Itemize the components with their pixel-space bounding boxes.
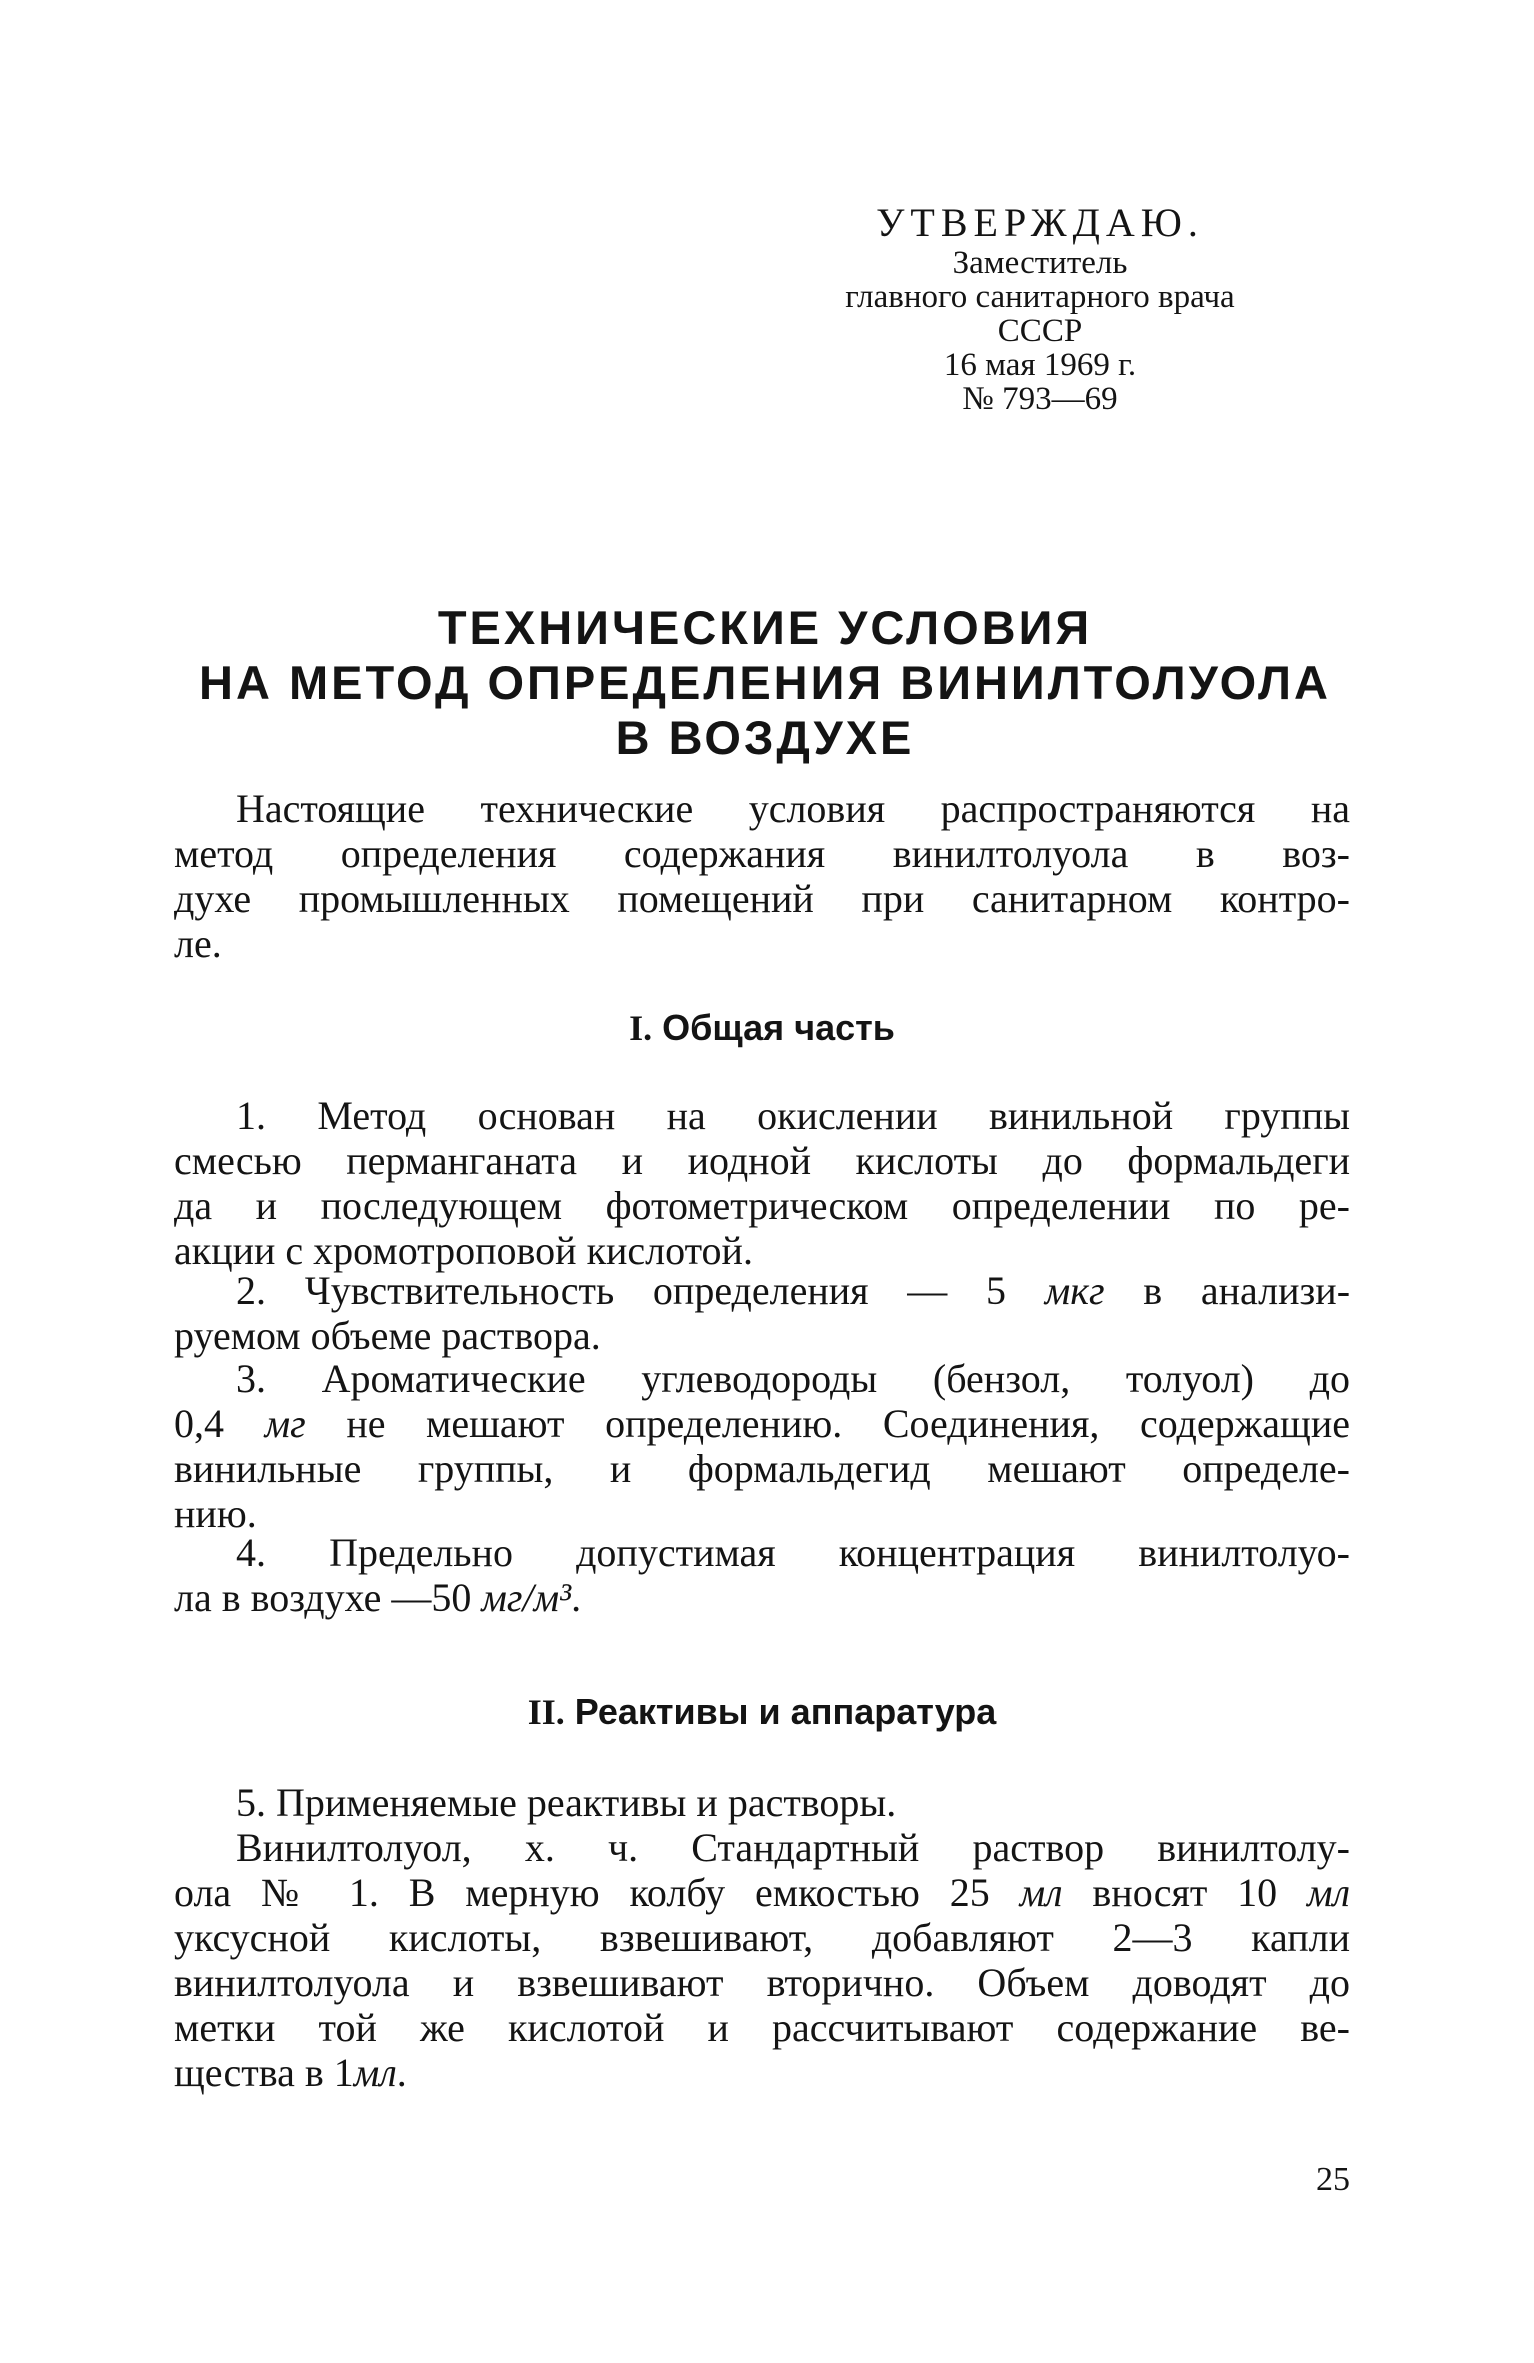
text-line: винилтолуола и взвешивают вторично. Объем доводят до <box>174 1960 1350 2005</box>
paragraph-4 <box>174 1530 1350 1620</box>
title-line: НА МЕТОД ОПРЕДЕЛЕНИЯ ВИНИЛТОЛУОЛА <box>199 656 1331 709</box>
unit-ml: мл <box>1019 1870 1063 1915</box>
paragraph-5 <box>174 1780 1350 2095</box>
title-line: В ВОЗДУХЕ <box>615 711 915 764</box>
approval-line: главного санитарного врача <box>845 279 1235 315</box>
text-line: руемом объеме раствора. <box>174 1313 601 1358</box>
intro-paragraph <box>174 786 1350 966</box>
text-line: акции с хромотроповой кислотой. <box>174 1228 753 1273</box>
section-title: Общая часть <box>662 1007 895 1048</box>
title-line: ТЕХНИЧЕСКИЕ УСЛОВИЯ <box>437 601 1093 654</box>
text-line: ола № 1. В мерную колбу емкостью 25 мл вносят 10 мл <box>174 1870 1351 1915</box>
text-line: нию. <box>174 1491 257 1536</box>
text-line: 4. Предельно допустимая концентрация винилтолуо- <box>236 1530 1350 1575</box>
page-number: 25 <box>1316 2161 1350 2198</box>
text-line: смесью перманганата и иодной кислоты до формальдеги <box>174 1138 1350 1183</box>
unit-ml: мл <box>353 2050 397 2095</box>
text-line: 5. Применяемые реактивы и растворы. <box>236 1780 897 1825</box>
paragraph-1 <box>174 1093 1350 1273</box>
unit-ml: мл <box>1307 1870 1351 1915</box>
text-line: винильные группы, и формальдегид мешают определе- <box>174 1446 1350 1491</box>
text-line: щества в 1мл. <box>174 2050 407 2095</box>
approval-line: № 793—69 <box>962 381 1118 417</box>
text-line: ла в воздухе —50 мг/м³. <box>174 1575 582 1620</box>
section-heading-reagents <box>174 1690 1350 1734</box>
unit-mg: мг <box>264 1401 306 1446</box>
text-line: метки той же кислотой и рассчитывают содержание ве- <box>174 2005 1350 2050</box>
section-heading-general <box>174 1006 1350 1050</box>
text-line: да и последующем фотометрическом определении по ре- <box>174 1183 1350 1228</box>
text-line: 3. Ароматические углеводороды (бензол, толуол) до <box>236 1356 1350 1401</box>
unit-mg-m3: мг/м³ <box>481 1575 572 1620</box>
text-line: 2. Чувствительность определения — 5 мкг в анализи- <box>236 1268 1351 1313</box>
approval-line: 16 мая 1969 г. <box>943 347 1137 383</box>
approval-line: Заместитель <box>952 245 1128 281</box>
section-numeral: I. <box>629 1008 653 1048</box>
paragraph-3 <box>174 1356 1350 1536</box>
approval-block <box>700 200 1380 416</box>
text-line: Настоящие технические условия распространяются на <box>236 786 1350 831</box>
text-line: 1. Метод основан на окислении винильной группы <box>236 1093 1350 1138</box>
document-title <box>180 600 1350 765</box>
unit-mkg: мкг <box>1044 1268 1105 1313</box>
text-line: Винилтолуол, х. ч. Стандартный раствор винилтолу- <box>236 1825 1350 1870</box>
text-line: ле. <box>174 921 222 966</box>
approval-heading: УТВЕРЖДАЮ. <box>876 200 1204 245</box>
text-line: метод определения содержания винилтолуола в воз- <box>174 831 1350 876</box>
section-numeral: II. <box>527 1692 565 1732</box>
text-line: духе промышленных помещений при санитарном контро- <box>174 876 1350 921</box>
text-line: 0,4 мг не мешают определению. Соединения, содержащие <box>174 1401 1350 1446</box>
section-title: Реактивы и аппаратура <box>574 1691 997 1732</box>
text-line: уксусной кислоты, взвешивают, добавляют 2—3 капли <box>174 1915 1350 1960</box>
approval-line: СССР <box>997 313 1083 349</box>
paragraph-2 <box>174 1268 1350 1358</box>
